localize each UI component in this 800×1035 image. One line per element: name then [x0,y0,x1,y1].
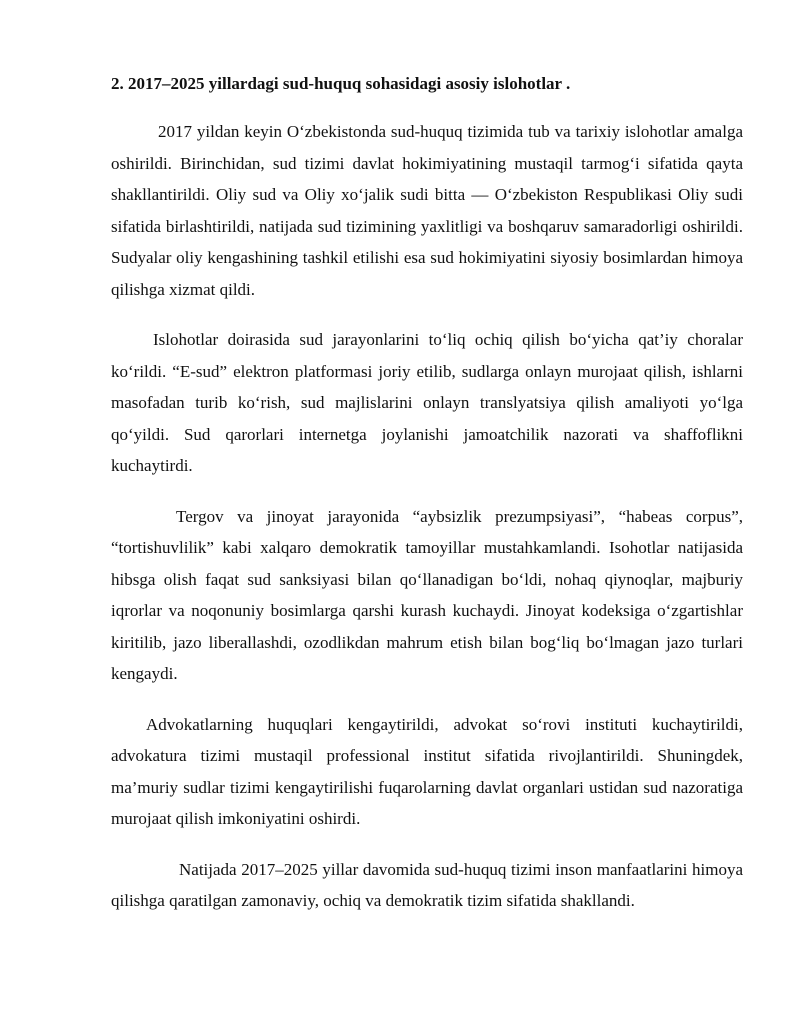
paragraph-4: Advokatlarning huquqlari kengaytirildi, advokat so‘rovi instituti kuchaytirildi, advokatura tizimi mustaqil professional institut sifatida rivojlantirildi. Shuningdek, ma’muriy sudlar tizimi kengaytirilishi fuqarolarning davlat organlari ustidan sud nazoratiga murojaat qilish imkoniyatini oshirdi. [111,714,743,828]
paragraph-1: 2017 yildan keyin O‘zbekistonda sud-huquq tizimida tub va tarixiy islohotlar amalga oshirildi. Birinchidan, sud tizimi davlat hokimiyatining mustaqil tarmog‘i sifatida qayta shakllantirildi. Oliy sud va Oliy xo‘jalik sudi bitta — O‘zbekiston Respublikasi Oliy sudi sifatida birlashtirildi, natijada sud tizimining yaxlitligi va boshqaruv samaradorligi oshirildi. Sudyalar oliy kengashining tashkil etilishi esa sud hokimiyatini siyosiy bosimlardan himoya qilishga xizmat qildi. [111,122,743,299]
paragraph-5: Natijada 2017–2025 yillar davomida sud-huquq tizimi inson manfaatlarini himoya qilishga qaratilgan zamonaviy, ochiq va demokratik tizim sifatida shakllandi. [111,859,743,910]
document-page [111,72,743,936]
section-heading: 2. 2017–2025 yillardagi sud-huquq sohasidagi asosiy islohotlar . [111,74,571,93]
paragraph-3: Tergov va jinoyat jarayonida “aybsizlik prezumpsiyasi”, “habeas corpus”, “tortishuvlilik” kabi xalqaro demokratik tamoyillar mustahkamlandi. Isohotlar natijasida hibsga olish faqat sud sanksiyasi bilan qo‘llanadigan bo‘ldi, nohaq qiynoqlar, majburiy iqrorlar va noqonuniy bosimlarga qarshi kurash kuchaydi. Jinoyat kodeksiga o‘zgartishlar kiritilib, jazo liberallashdi, ozodlikdan mahrum etish bilan bog‘liq bo‘lmagan jazo turlari kengaydi. [111,506,743,683]
paragraph-2: Islohotlar doirasida sud jarayonlarini to‘liq ochiq qilish bo‘yicha qat’iy choralar ko‘rildi. “E-sud” elektron platformasi joriy etilib, sudlarga onlayn murojaat qilish, ishlarni masofadan turib ko‘rish, sud majlislarini onlayn translyatsiya qilish amaliyoti yo‘lga qo‘yildi. Sud qarorlari internetga joylanishi jamoatchilik nazorati va shaffoflikni kuchaytirdi. [111,330,743,475]
